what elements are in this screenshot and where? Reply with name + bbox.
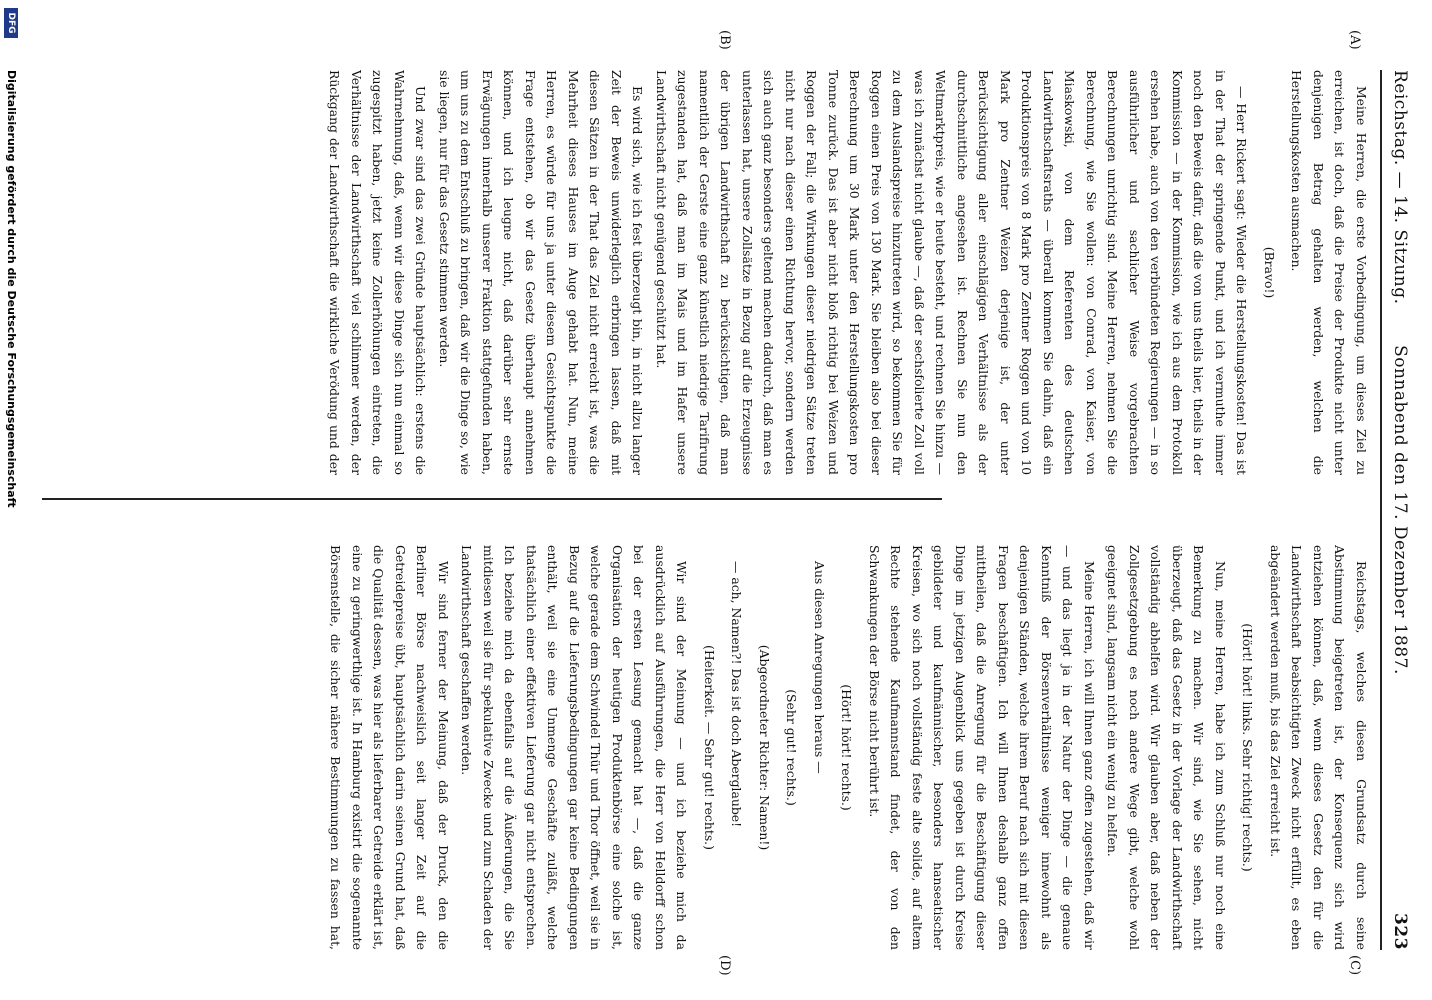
header-date: Sonnabend den 17. Dezember 1887. bbox=[1390, 345, 1410, 675]
paragraph: Meine Herren, die erste Vorbedingung, um dieses Ziel zu erreichen, ist doch, daß die Preise der Produkte nicht unter denjenigen Betrag gehalten werden, welchen die Herstellungskosten ausmachen. bbox=[1289, 70, 1369, 475]
page-number: 323 bbox=[1390, 913, 1410, 950]
interjection: (Bravo!) bbox=[1262, 246, 1277, 299]
interjection: (Hört! hört! links. Sehr richtig! rechts.) bbox=[1240, 623, 1256, 872]
margin-letter-a: (A) bbox=[1347, 30, 1362, 50]
digitization-stamp bbox=[0, 0, 20, 1000]
running-head bbox=[1380, 70, 1414, 950]
margin-letter-c: (C) bbox=[1347, 955, 1362, 976]
left-column bbox=[322, 70, 1372, 475]
paragraph: Reichstags, welches diesen Grundsatz durch seine Abstimmung beigetreten ist, der Konsequenz sich wird entziehen können, daß, wenn dieses Gesetz den für die Landwirthschaft beabsichtigten Zweck nicht erfüllt, es eben abgeändert werden muß, bis das Ziel erreicht ist. bbox=[1268, 545, 1369, 950]
column-divider bbox=[42, 498, 942, 500]
dfg-logo-icon: DFG bbox=[4, 8, 18, 38]
paragraph: Aus diesen Anregungen heraus — bbox=[812, 561, 827, 774]
digitization-credit: Digitalisierung gefördert durch die Deutsche Forschungsgemeinschaft bbox=[5, 70, 18, 508]
right-column bbox=[322, 545, 1372, 950]
margin-letter-d: (D) bbox=[717, 955, 732, 976]
header-left: Reichstag. — 14. Sitzung. bbox=[1390, 70, 1410, 305]
paragraph: Nun, meine Herren, habe ich zum Schluß nur noch eine Bemerkung zu machen. Wir sind, wie Sie sehen, nicht überzeugt, daß das Gesetz in der Vorlage der Landwirthschaft vollständig abhelfen wird. Wir glauben aber, daß neben der Zollgesetzgebung es noch andere Wege gibt, welche wohl geeignet sind, langsam nicht ein wenig zu helfen. bbox=[1105, 545, 1228, 950]
interjection: (Heiterkeit. — Sehr gut! rechts.) bbox=[702, 645, 717, 850]
paragraph: Es wird sich, wie ich fest überzeugt bin, in nicht allzu langer Zeit der Beweis unwiderleglich erbringen lassen, daß mit diesen Sätzen in der That das Ziel nicht erreicht ist, was die Mehrheit dieses Hauses im Auge gehabt hat. Nun, meine Herren, es würde für uns ja unter diesem Gesichtspunkte die Frage entstehen, ob wir das Gesetz überhaupt annehmen können, und ich leugne nicht, daß darüber sehr ernste Erwägungen innerhalb unserer Fraktion stattgefunden haben, um uns zu dem Entschluß zu bringen, daß wir die Dinge so, wie sie liegen, nur für das Gesetz stimmen werden. bbox=[437, 70, 646, 475]
paragraph: Wir sind ferner der Meinung, daß der Druck, den die Berliner Börse nachweislich seit langer Zeit auf die Getreidepreise übt, hauptsächlich darin seinen Grund hat, daß die Qualität dessen, was hier als lieferbarer Getreide erklärt ist, eine zu geringwerthige ist. In Hamburg existirt die sogenannte Börsenstelle, die sicher nähere Bestimmungen zu fassen hat, bbox=[328, 545, 451, 950]
interjection: (Hört! hört! rechts.) bbox=[839, 684, 855, 811]
interjection: (Abgeordneter Richter: Namen!) bbox=[757, 644, 772, 851]
paragraph: Und zwar sind das zwei Gründe hauptsächlich: erstens die Wahrnehmung, daß, wenn wir diese Dinge sich nun einmal so zugespitzt haben, jetzt keine Zollerhöhungen eintreten, die Verhältnisse der Landwirthschaft viel schlimmer werden, der Rückgang der Landwirthschaft die wirkliche Verödung und der bbox=[327, 70, 429, 475]
margin-letter-b: (B) bbox=[717, 30, 732, 50]
paragraph: Wir sind der Meinung — und ich beziehe mich da ausdrücklich auf Ausführungen, die Herr von Helldorff schon bei der ersten Lesung gemacht hat —, daß die ganze Organisation der heutigen Produktenbörse eine solche ist, welche gerade dem Schwindel Thür und Thor öffnet, weil sie in Bezug auf die Lieferungsbedingungen gar keine Bedingungen enthält, weil sie eine Unmenge Geschäfte zuläßt, welche thatsächlich einer effektiven Lieferung gar nicht entsprechen. Ich beziehe mich da ebenfalls auf die Äußerungen, die Sie mitdiesen weil sie für spekulative Zwecke und zum Schaden der Landwirthschaft geschaffen werden. bbox=[459, 545, 690, 950]
interjection: (Sehr gut! rechts.) bbox=[784, 689, 800, 806]
paragraph: — Herr Rickert sagt: Wieder die Herstellungskosten! Das ist in der That der springende Punkt, und ich vermuthe immer noch den Beweis dafür, daß die von uns theils hier, theils in der Kommission — in der Kommission, wie ich aus dem Protokoll ersehen habe, auch von den verbündeten Regierungen — in so ausführlicher und sachlicher Weise vorgebrachten Berechnungen unrichtig sind. Meine Herren, nehmen Sie die Berechnung, wie Sie wollen: von Conrad, von Kaiser, von Miaskowski, von dem Referenten des deutschen Landwirthschaftsraths — überall kommen Sie dahin, daß ein Produktionspreis von 8 Mark pro Zentner Roggen und von 10 Mark pro Zentner Weizen derjenige ist, der unter Berücksichtigung aller einschlägigen Verhältnisse als der durchschnittliche angesehen ist. Rechnen Sie nun den Weltmarktpreis, wie er heute besteht, und rechnen Sie hinzu — was ich zunächst nicht glaube —, daß der sechsfolierte Zoll voll zu dem Auslandspreise hinzutreten wird, so bekommen Sie für Roggen einen Preis von 130 Mark. Sie bleiben also bei dieser Berechnung um 30 Mark unter den Herstellungskosten pro Tonne zurück. Das ist aber nicht bloß richtig bei Weizen und Roggen der Fall; die Wirkungen dieser niedrigen Sätze treten nicht nur nach dieser einen Richtung hervor, sondern werden sich auch ganz besonders geltend machen dadurch, daß man es unterlassen hat, unsere Zollsätze in Bezug auf die Erzeugnisse der übrigen Landwirthschaft zu berücksichtigen, daß man namentlich der Gerste eine ganz künstlich niedrige Tarifirung zugestanden hat, daß man im Mais und im Hafer unsere Landwirthschaft nicht genügend geschützt hat. bbox=[654, 70, 1250, 475]
paragraph: — ach, Namen?! Das ist doch Aberglaube! bbox=[729, 561, 745, 828]
paragraph: Meine Herren, ich will Ihnen ganz offen zugestehen, daß wir — und das liegt ja in der Natur der Dinge — die genaue Kenntniß der Börsenverhältnisse weniger innewohnt als denjenigen Ständen, welche ihrem Beruf nach sich mit diesen Fragen beschäftigen. Ich will Ihnen deshalb ganz offen mittheilen, daß die Anregung für die Beschäftigung dieser Dinge im jetzigen Augenblick uns gegeben ist durch Kreise gebildeter und kaufmännischer, besonders hanseatischer Kreisen, wo sich noch vollständig feste alte solide, auf altem Rechte stehende Kaufmannstand findet, der von den Schwankungen der Börse nicht berührt ist. bbox=[867, 545, 1097, 950]
